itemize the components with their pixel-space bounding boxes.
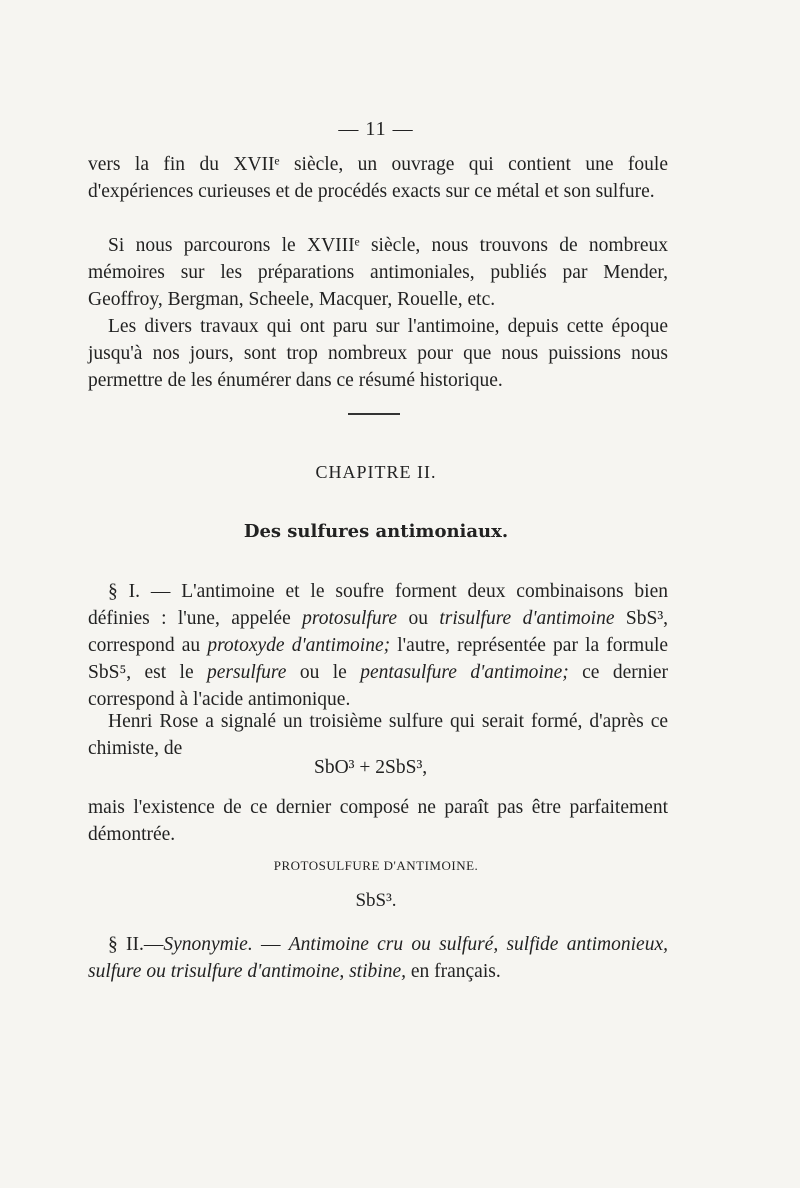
section-2-tail: en français. xyxy=(405,961,501,982)
section-1-other: l'autre, représentée par la formule SbS⁵, est le xyxy=(88,635,669,683)
paragraph-rose: Henri Rose a signalé un troisième sulfure qui serait formé, d'après ce chimiste, de xyxy=(88,711,668,759)
term-persulfure: persulfure xyxy=(207,662,287,683)
paragraph-section-2 xyxy=(88,931,668,985)
page-number: — 11 — xyxy=(338,118,414,140)
formula-sbs3: SbS³, xyxy=(625,608,669,629)
paragraph-3: Les divers travaux qui ont paru sur l'antimoine, depuis cette époque jusqu'à nos jours, sont trop nombreux pour que nous puissions nous permettre de les énumérer dans ce résumé historique. xyxy=(88,316,668,391)
paragraph-1: vers la fin du XVIIᵉ siècle, un ouvrage qui contient une foule d'expériences curieuses et de procédés exacts sur ce métal et son sulfure. xyxy=(88,154,668,202)
paragraph-section-1 xyxy=(88,578,668,713)
section-2-lead: § II.— xyxy=(108,934,164,955)
formula-protosulfure: SbS³. xyxy=(355,890,397,911)
synonymie-label: Synonymie. xyxy=(163,934,253,955)
term-protosulfure: protosulfure xyxy=(302,608,398,629)
section-divider xyxy=(348,413,400,415)
synonym-names: Antimoine cru ou sulfuré, sulfide antimonieux, sulfure ou trisulfure d'antimoine, stibine, xyxy=(88,934,668,982)
section-1-correspond: correspond au xyxy=(88,635,201,656)
section-heading: PROTOSULFURE D'ANTIMOINE. xyxy=(273,858,479,873)
conj-ou-le: ou le xyxy=(299,662,347,683)
paragraph-existence: mais l'existence de ce dernier composé ne paraît pas être parfaitement démontrée. xyxy=(88,797,668,845)
term-pentasulfure: pentasulfure d'antimoine; xyxy=(360,662,569,683)
conj-ou: ou xyxy=(408,608,428,629)
section-1-end: ce dernier correspond à l'acide antimonique. xyxy=(88,662,669,710)
paragraph-2: Si nous parcourons le XVIIIᵉ siècle, nous trouvons de nombreux mémoires sur les préparations antimoniales, publiés par Mender, Geoffroy, Bergman, Scheele, Macquer, Rouelle, etc. xyxy=(88,235,668,310)
section-2-dash: — xyxy=(252,934,289,955)
chapter-title: CHAPITRE II. xyxy=(315,462,437,482)
term-trisulfure: trisulfure d'antimoine xyxy=(439,608,615,629)
chapter-subtitle: Des sulfures antimoniaux. xyxy=(243,521,509,542)
section-1-intro: § I. — L'antimoine et le soufre forment deux combinaisons bien définies : l'une, appelée xyxy=(88,581,668,629)
formula-rose: SbO³ + 2SbS³, xyxy=(314,757,428,778)
term-protoxyde: protoxyde d'antimoine; xyxy=(207,635,391,656)
